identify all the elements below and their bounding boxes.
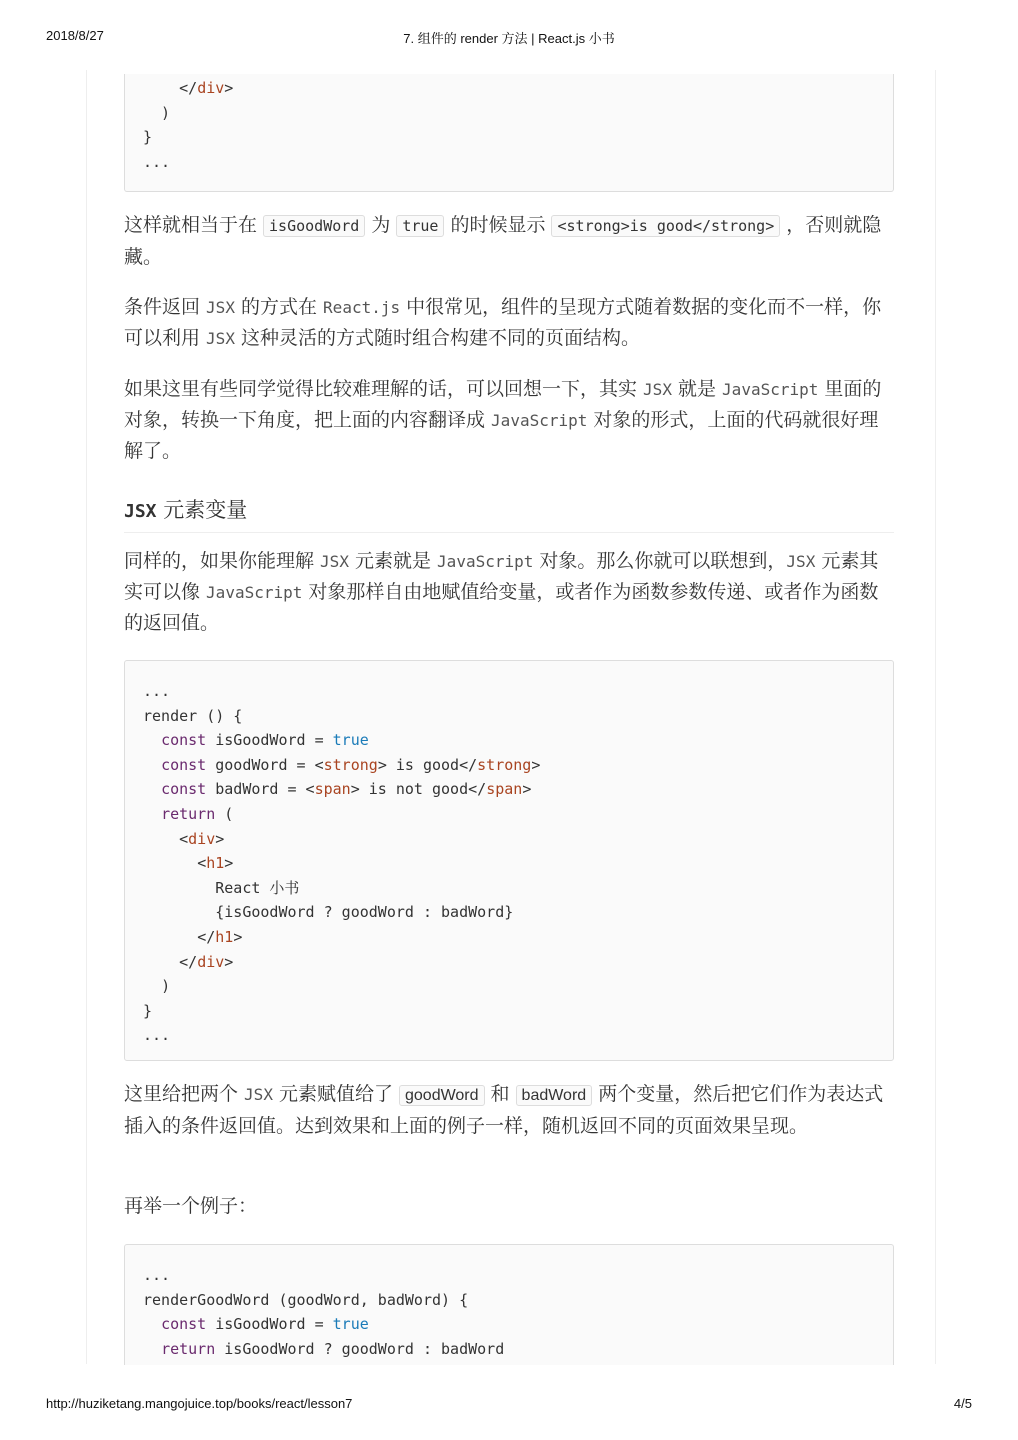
code-line: </div> [179,952,234,971]
code-line: </div> [143,79,234,97]
code-line: React 小书 [215,878,300,897]
code-line: } [143,1001,153,1020]
code-line: ) [143,103,171,122]
inline-code: goodWord [399,1085,485,1106]
code-block [124,74,894,192]
code-line: } [143,128,153,147]
code-line: const isGoodWord = true [161,1315,369,1334]
print-url: http://huziketang.mangojuice.top/books/react/lesson7 [46,1396,353,1411]
code-line: <div> [179,829,225,848]
print-header [0,28,1018,46]
code-line: const isGoodWord = true [161,731,369,750]
code-line: const goodWord = <strong> is good</strong> [161,755,541,774]
code-line: ... [143,1266,171,1284]
paragraph: 条件返回 JSX 的方式在 React.js 中很常见，组件的呈现方式随着数据的变化而不一样，你可以利用 JSX 这种灵活的方式随时组合构建不同的页面结构。 [124,296,882,349]
code-line: render () { [143,706,243,725]
code-block [124,1244,894,1365]
print-page-title: 7. 组件的 render 方法 | React.js 小书 [403,31,615,46]
code-line: ... [143,1026,171,1045]
code-block [124,660,894,1061]
paragraph: 再举一个例子： [124,1195,258,1217]
paragraph: 同样的，如果你能理解 JSX 元素就是 JavaScript 对象。那么你就可以联想到，JSX 元素其实可以像 JavaScript 对象那样自由地赋值给变量，或者作为函数参数传递、或者作为函数的返回值。 [124,550,879,634]
code-line: <h1> [197,854,234,873]
print-page-number: 4/5 [953,1396,972,1411]
code-line: ... [143,152,171,171]
inline-code: isGoodWord [263,215,365,237]
paragraph: 这里给把两个 JSX 元素赋值给了 goodWord 和 badWord 两个变量，然后把它们作为表达式插入的条件返回值。达到效果和上面的例子一样，随机返回不同的页面效果呈现。 [124,1083,884,1137]
print-footer [0,1396,1018,1414]
inline-code: badWord [516,1085,593,1106]
inline-code: true [396,215,444,237]
code-line: ... [143,682,171,700]
code-line: {isGoodWord ? goodWord : badWord} [215,903,514,922]
code-line: ) [161,977,171,996]
code-line: </h1> [197,927,243,946]
code-line: renderGoodWord (goodWord, badWord) { [143,1290,469,1309]
paragraph: 如果这里有些同学觉得比较难理解的话，可以回想一下，其实 JSX 就是 JavaScript 里面的对象，转换一下角度，把上面的内容翻译成 JavaScript 对象的形式，上面的代码就很好理解了。 [124,378,882,462]
print-date: 2018/8/27 [46,28,104,43]
code-line: const badWord = <span> is not good</span> [161,780,532,799]
paragraph: 这样就相当于在 isGoodWord 为 true 的时候显示 <strong>is good</strong> ，否则就隐藏。 [124,214,882,268]
code-line: return ( [161,804,234,823]
code-line: return isGoodWord ? goodWord : badWord [161,1339,505,1358]
inline-code: <strong>is good</strong> [551,215,780,237]
section-heading: JSX 元素变量 [124,494,894,533]
